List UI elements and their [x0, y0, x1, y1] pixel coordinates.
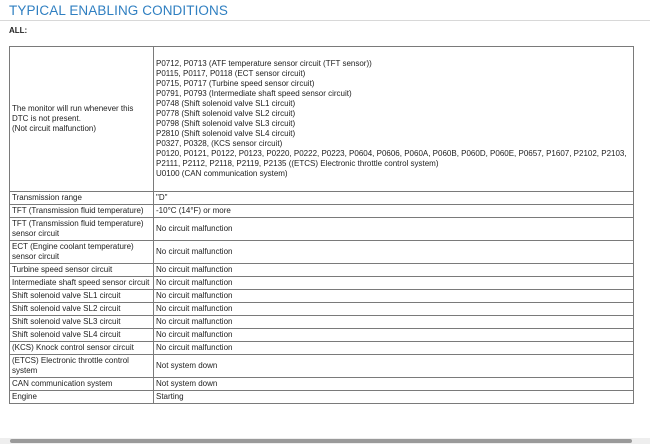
condition-label: CAN communication system: [10, 378, 154, 391]
condition-label: Turbine speed sensor circuit: [10, 264, 154, 277]
condition-label: Transmission range: [10, 192, 154, 205]
scrollbar-thumb[interactable]: [10, 439, 632, 443]
condition-label: Engine: [10, 391, 154, 404]
table-row: [10, 378, 634, 391]
condition-value: No circuit malfunction: [154, 342, 634, 355]
table-row: [10, 316, 634, 329]
condition-value: No circuit malfunction: [154, 241, 634, 264]
condition-label: TFT (Transmission fluid temperature): [10, 205, 154, 218]
table-row: [10, 290, 634, 303]
table-row: [10, 264, 634, 277]
condition-label: (KCS) Knock control sensor circuit: [10, 342, 154, 355]
table-body: [10, 47, 634, 404]
dtc-code-line: P0715, P0717 (Turbine speed sensor circuit): [156, 79, 315, 88]
dtc-code-line: P2810 (Shift solenoid valve SL4 circuit): [156, 129, 296, 138]
dtc-code-line: P0327, P0328, (KCS sensor circuit): [156, 139, 283, 148]
table-row: [10, 192, 634, 205]
condition-value: Starting: [154, 391, 634, 404]
condition-value: Not system down: [154, 355, 634, 378]
monitor-label-line: DTC is not present.: [12, 114, 81, 123]
condition-label: Shift solenoid valve SL3 circuit: [10, 316, 154, 329]
dtc-code-line: P0120, P0121, P0122, P0123, P0220, P0222, P0223, P0604, P0606, P060A, P060B, P060D, P060E, P0657, P1607, P2102, P2103,: [156, 149, 627, 158]
table-row: [10, 277, 634, 290]
table-row: [10, 391, 634, 404]
dtc-code-line: P0791, P0793 (Intermediate shaft speed sensor circuit): [156, 89, 352, 98]
condition-value: No circuit malfunction: [154, 218, 634, 241]
table-row: [10, 205, 634, 218]
dtc-code-line: P0798 (Shift solenoid valve SL3 circuit): [156, 119, 296, 128]
condition-label: Shift solenoid valve SL1 circuit: [10, 290, 154, 303]
monitor-label-cell: [10, 47, 154, 192]
table-row: [10, 342, 634, 355]
enabling-conditions-table: [9, 46, 634, 404]
condition-value: -10°C (14°F) or more: [154, 205, 634, 218]
condition-value: No circuit malfunction: [154, 290, 634, 303]
title-divider: [0, 20, 650, 21]
condition-value: Not system down: [154, 378, 634, 391]
condition-label: ECT (Engine coolant temperature) sensor circuit: [10, 241, 154, 264]
condition-value: No circuit malfunction: [154, 303, 634, 316]
table-row-monitor: [10, 47, 634, 192]
dtc-code-line: U0100 (CAN communication system): [156, 169, 288, 178]
condition-value: "D": [154, 192, 634, 205]
condition-value: No circuit malfunction: [154, 316, 634, 329]
section-title: TYPICAL ENABLING CONDITIONS: [9, 3, 228, 18]
section-subtitle: ALL:: [9, 26, 28, 35]
monitor-codes-cell: [154, 47, 634, 192]
condition-value: No circuit malfunction: [154, 264, 634, 277]
dtc-code-line: P0778 (Shift solenoid valve SL2 circuit): [156, 109, 296, 118]
monitor-label-line: The monitor will run whenever this: [12, 104, 134, 113]
table-row: [10, 329, 634, 342]
table-row: [10, 355, 634, 378]
condition-label: Intermediate shaft speed sensor circuit: [10, 277, 154, 290]
condition-value: No circuit malfunction: [154, 277, 634, 290]
table-row: [10, 241, 634, 264]
dtc-code-line: P2111, P2112, P2118, P2119, P2135 ((ETCS) Electronic throttle control system): [156, 159, 439, 168]
table-row: [10, 218, 634, 241]
condition-label: Shift solenoid valve SL4 circuit: [10, 329, 154, 342]
condition-value: No circuit malfunction: [154, 329, 634, 342]
table-row: [10, 303, 634, 316]
monitor-label-line: (Not circuit malfunction): [12, 124, 97, 133]
condition-label: TFT (Transmission fluid temperature) sensor circuit: [10, 218, 154, 241]
dtc-code-line: P0712, P0713 (ATF temperature sensor circuit (TFT sensor)): [156, 59, 372, 68]
dtc-code-line: P0748 (Shift solenoid valve SL1 circuit): [156, 99, 296, 108]
condition-label: (ETCS) Electronic throttle control system: [10, 355, 154, 378]
condition-label: Shift solenoid valve SL2 circuit: [10, 303, 154, 316]
dtc-code-line: P0115, P0117, P0118 (ECT sensor circuit): [156, 69, 306, 78]
